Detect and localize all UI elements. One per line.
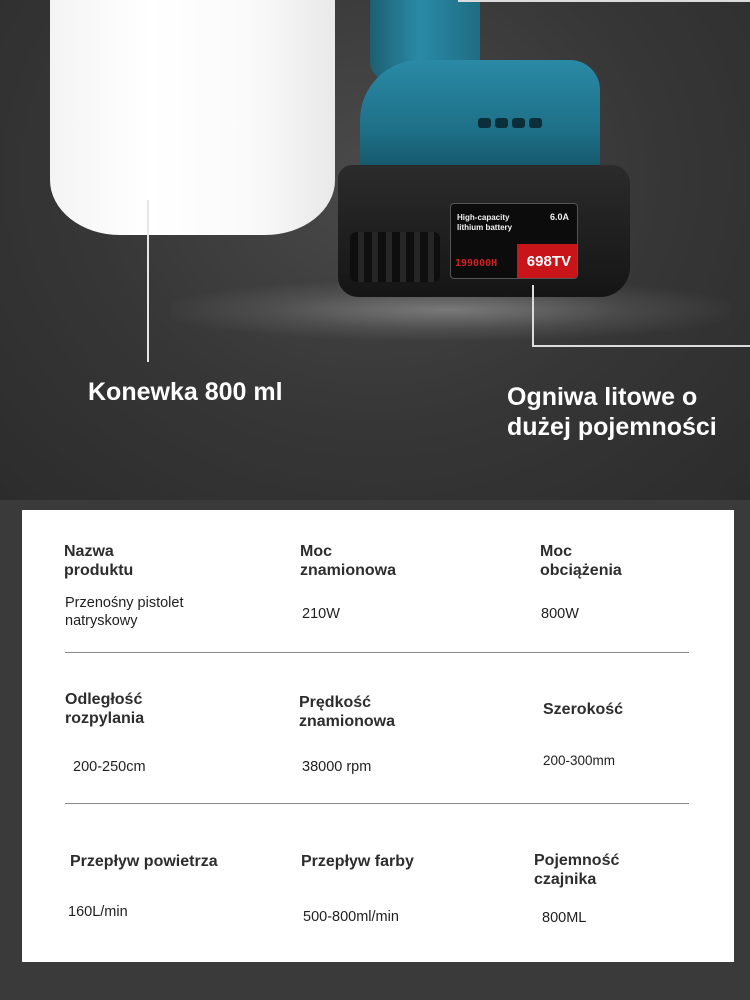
top-callout-line <box>458 0 750 2</box>
paint-container-image <box>50 0 335 235</box>
battery-caption <box>507 382 717 442</box>
spec-label-line1: Pojemność <box>534 852 620 869</box>
spec-label-line2: rozpylania <box>65 710 145 727</box>
spec-label <box>299 693 395 731</box>
battery-grip-ridges <box>350 232 440 282</box>
spec-label <box>64 542 133 580</box>
battery-serial: 199000H <box>455 258 498 269</box>
spec-paint-flow <box>301 852 414 925</box>
spec-value: 200-300mm <box>543 753 616 768</box>
spec-value: 160L/min <box>68 904 128 920</box>
spec-label-line1: Nazwa <box>64 543 114 560</box>
spec-spray-distance <box>65 690 146 775</box>
spec-value-line1: Przenośny pistolet <box>65 595 184 611</box>
spec-label-line1: Moc <box>300 543 332 560</box>
container-caption: Konewka 800 ml <box>88 378 283 406</box>
spec-label <box>540 542 622 580</box>
spec-rated-speed <box>299 693 396 775</box>
spec-tank-capacity <box>534 851 620 926</box>
spec-value: 800ML <box>542 910 587 926</box>
spec-rated-power <box>300 542 397 622</box>
spec-label-line1: Szerokość <box>543 701 624 718</box>
battery-callout-line-horizontal <box>532 345 750 347</box>
spec-value: 500-800ml/min <box>303 909 399 925</box>
spec-label <box>300 542 396 580</box>
spec-air-flow <box>68 852 218 920</box>
battery-caption-line1: Ogniwa litowe o <box>507 383 698 411</box>
spec-value: 200-250cm <box>73 759 146 775</box>
battery-label-line1: High-capacity <box>457 213 510 222</box>
spec-load-power <box>540 542 622 622</box>
spec-value: 38000 rpm <box>302 759 372 775</box>
spec-label-line1: Odległość <box>65 691 143 708</box>
spec-product-name <box>64 542 184 629</box>
spec-label-line2: produktu <box>64 562 134 579</box>
battery-label <box>450 203 578 279</box>
spec-label-line1: Przepływ farby <box>301 853 414 870</box>
spec-label-line2: czajnika <box>534 871 597 888</box>
specifications-panel <box>22 510 734 962</box>
spec-spray-width <box>543 700 624 768</box>
vent-slots <box>478 118 542 128</box>
battery-callout-line-vertical <box>532 285 534 347</box>
spec-label-line2: znamionowa <box>299 713 396 730</box>
spec-value: 210W <box>302 606 340 622</box>
row-divider <box>65 652 689 653</box>
spec-label <box>543 700 623 719</box>
spec-label <box>301 852 414 871</box>
row-divider <box>65 803 689 804</box>
spec-label-line2: znamionowa <box>300 562 397 579</box>
spec-label <box>70 852 218 871</box>
spec-label <box>534 851 619 889</box>
battery-label-capacity <box>457 213 527 233</box>
battery-label-line2: lithium battery <box>457 223 513 232</box>
spec-value-line2: natryskowy <box>65 613 138 629</box>
spec-value: 800W <box>541 606 579 622</box>
battery-caption-line2: dużej pojemności <box>507 413 717 441</box>
spec-label-line1: Prędkość <box>299 694 372 711</box>
spec-value <box>65 594 265 630</box>
spec-label <box>65 690 144 728</box>
spec-label-line2: obciążenia <box>540 562 622 579</box>
container-callout-line <box>147 200 149 362</box>
spec-label-line1: Przepływ powietrza <box>70 853 218 870</box>
spec-label-line1: Moc <box>540 543 572 560</box>
battery-model: 698TV <box>526 253 571 270</box>
battery-amperage: 6.0A <box>549 212 569 222</box>
